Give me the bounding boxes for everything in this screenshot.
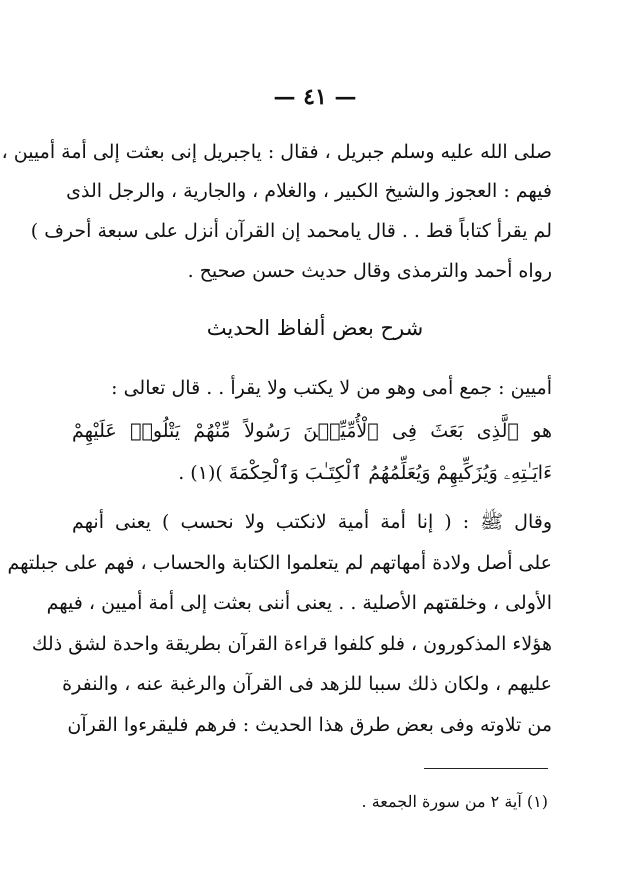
quran-verse-line-1: هو ٱلَّذِى بَعَثَ فِى ٱلْأُمِّيِّـۧنَ رَسُولاً مِّنْهُمْ يَتْلُوا۟ عَلَيْهِمْ — [72, 420, 552, 442]
section-title: شرح بعض ألفاظ الحديث — [206, 316, 424, 340]
paragraph1-line-2: فيهم : العجوز والشيخ الكبير ، والغلام ، والجارية ، والرجل الذى — [66, 180, 552, 202]
paragraph2-line-4: هؤلاء المذكورون ، فلو كلفوا قراءة القرآن بطريقة واحدة لشق ذلك — [31, 633, 552, 655]
footnote: (١) آية ٢ من سورة الجمعة . — [361, 792, 548, 811]
paragraph2-line-3: الأولى ، وخلقتهم الأصلية . . يعنى أننى بعثت إلى أمة أميين ، فيهم — [46, 592, 552, 614]
paragraph2-line-1: وقال ﷺ : ( إنا أمة أمية لانكتب ولا نحسب ) يعنى أنهم — [72, 511, 552, 533]
paragraph2-line-2: على أصل ولادة أمهاتهم لم يتعلموا الكتابة والحساب ، فهم على جبلتهم — [7, 552, 552, 574]
paragraph1-line-1: صلى الله عليه وسلم جبريل ، فقال : ياجبريل إنى بعثت إلى أمة أميين ، — [1, 141, 552, 163]
page-number: — ٤١ — — [273, 84, 357, 110]
footnote-divider — [424, 768, 548, 769]
paragraph2-line-5: عليهم ، ولكان ذلك سببا للزهد فى القرآن والرغبة عنه ، والنفرة — [62, 673, 552, 695]
paragraph1-line-4: رواه أحمد والترمذى وقال حديث حسن صحيح . — [187, 260, 552, 282]
definition-line: أميين : جمع أمى وهو من لا يكتب ولا يقرأ . . قال تعالى : — [111, 377, 552, 399]
paragraph2-line-6: من تلاوته وفى بعض طرق هذا الحديث : فرهم فليقرءوا القرآن — [67, 714, 552, 736]
quran-verse-line-2: ءَايَـٰتِهِۦ وَيُزَكِّيهِمْ وَيُعَلِّمُهُمُ ٱلْكِتَـٰبَ وَٱلْحِكْمَةَ )(١) . — [178, 462, 552, 484]
paragraph1-line-3: لم يقرأ كتاباً قط . . قال يامحمد إن القرآن أنزل على سبعة أحرف ) — [30, 220, 552, 242]
